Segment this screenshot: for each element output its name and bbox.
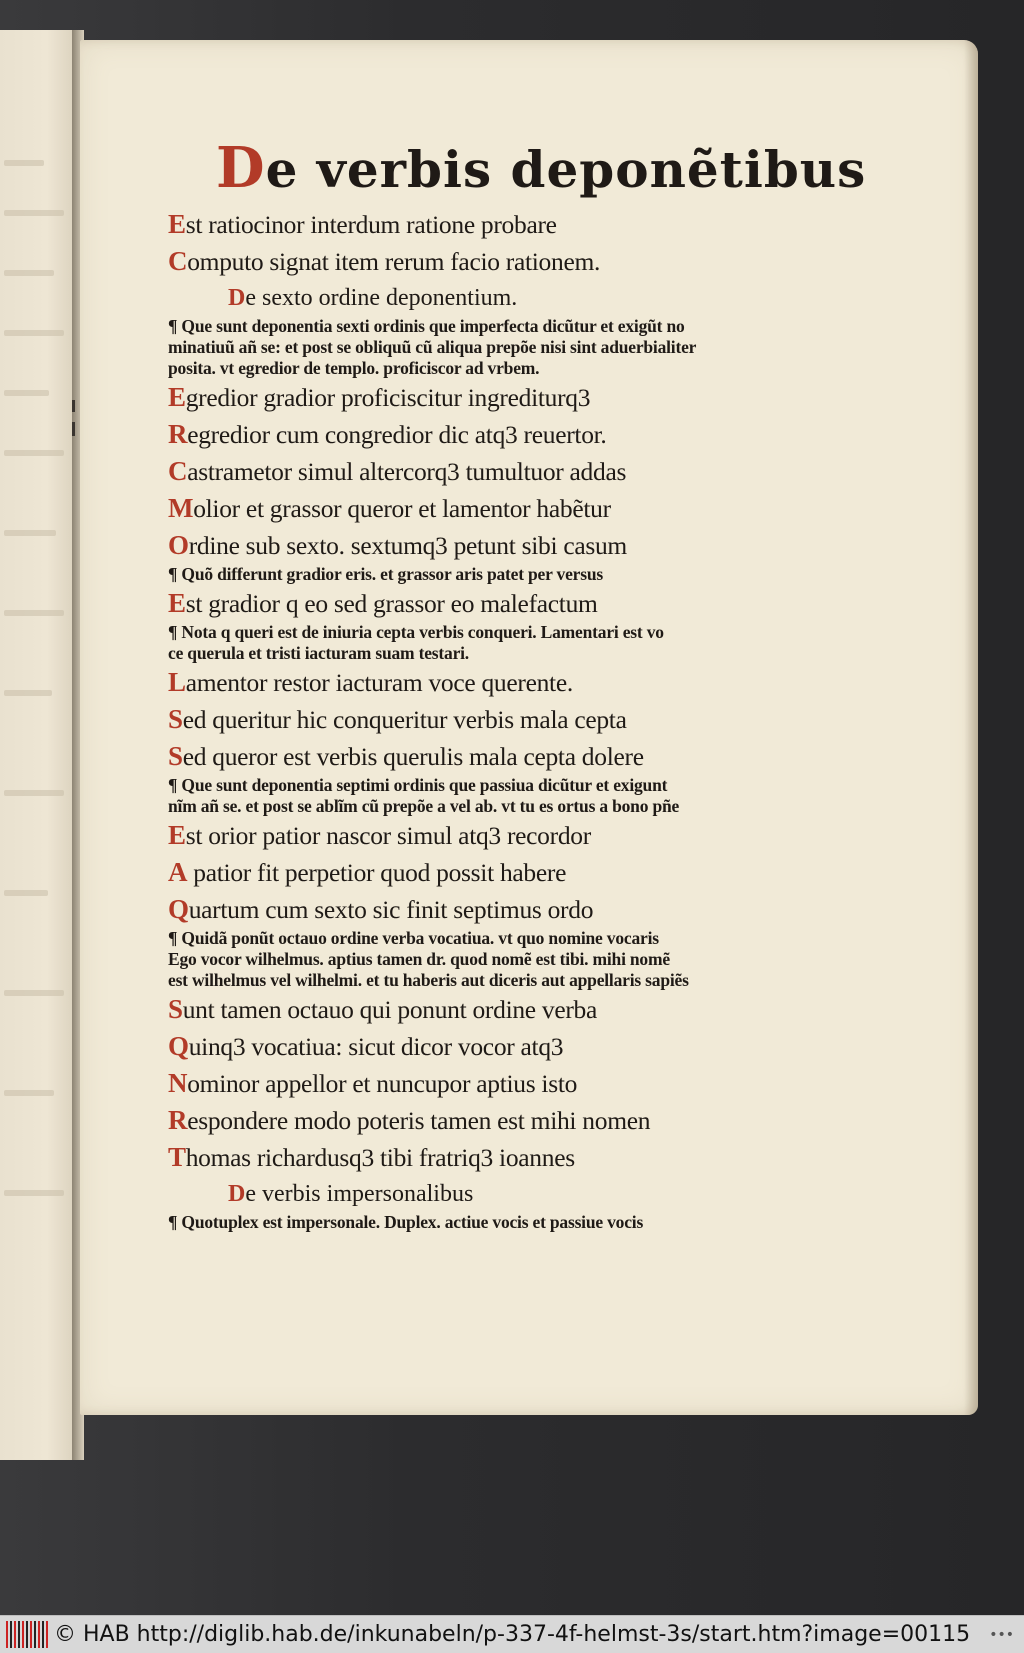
- title-initial: D: [216, 135, 266, 201]
- title-text: e verbis deponẽtibus: [265, 140, 867, 199]
- rubricated-initial: O: [168, 530, 189, 560]
- verse-line: [168, 738, 828, 775]
- verse-text: omputo signat item rerum facio rationem.: [187, 247, 601, 276]
- previous-page-edge: [0, 30, 80, 1460]
- rubricated-initial: S: [168, 994, 183, 1024]
- rubricated-initial: T: [168, 1142, 186, 1172]
- rubricated-initial: R: [168, 1105, 188, 1135]
- rubricated-initial: D: [228, 1181, 246, 1207]
- verse-text: egredior cum congredior dic atq3 reuertor.: [187, 420, 607, 449]
- verse-text: uinq3 vocatiua: sicut dicor vocor atq3: [188, 1032, 564, 1061]
- commentary-line: ¶ Quotuplex est impersonale. Duplex. actiue vocis et passiue vocis: [168, 1212, 644, 1232]
- section-heading: [228, 280, 828, 316]
- verse-text: amentor restor iacturam voce querente.: [185, 668, 573, 697]
- verse-text: ed queritur hic conqueritur verbis mala cepta: [182, 705, 627, 734]
- verse-text: rdine sub sexto. sextumq3 petunt sibi casum: [188, 531, 627, 560]
- commentary-line: nĩm añ se. et post se ablĩm cũ prepõe a vel ab. vt tu es ortus a bono pñe: [168, 796, 680, 816]
- rubricated-initial: C: [168, 456, 188, 486]
- commentary-line: ¶ Nota q queri est de iniuria cepta verbis conqueri. Lamentari est vo: [168, 622, 664, 642]
- rubricated-initial: N: [168, 1068, 188, 1098]
- commentary-line: est wilhelmus vel wilhelmi. et tu haberis aut diceris aut appellaris sapiẽs: [168, 970, 689, 990]
- verse-line: [168, 1139, 828, 1176]
- commentary-line: ¶ Que sunt deponentia septimi ordinis que passiua dicũtur et exigunt: [168, 775, 668, 795]
- verse-text: espondere modo poteris tamen est mihi nomen: [187, 1106, 651, 1135]
- commentary-line: ¶ Quidã ponũt octauo ordine verba vocatiua. vt quo nomine vocaris: [168, 928, 659, 948]
- rubricated-initial: S: [168, 741, 183, 771]
- verse-line: [168, 527, 828, 564]
- commentary-line: ¶ Quõ differunt gradior eris. et grassor aris patet per versus: [168, 564, 603, 584]
- source-footer: [0, 1615, 1024, 1653]
- verse-text: homas richardusq3 tibi fratriq3 ioannes: [185, 1143, 575, 1172]
- commentary-line: ce querula et tristi iacturam suam testari.: [168, 643, 469, 663]
- section-heading: [228, 1176, 828, 1212]
- verse-text: st orior patior nascor simul atq3 recordor: [185, 821, 591, 850]
- verse-line: [168, 817, 828, 854]
- page-title: [216, 135, 867, 201]
- rubricated-initial: S: [168, 704, 183, 734]
- margin-mark: [72, 400, 75, 412]
- rubricated-initial: Q: [168, 894, 189, 924]
- rubricated-initial: E: [168, 820, 186, 850]
- hab-barcode-logo-icon: [6, 1621, 48, 1648]
- verse-line: [168, 379, 828, 416]
- commentary-line: ¶ Que sunt deponentia sexti ordinis que imperfecta dicũtur et exigũt no: [168, 316, 685, 336]
- verse-line: [168, 991, 828, 1028]
- commentary-line: Ego vocor wilhelmus. aptius tamen dr. quod nomẽ est tibi. mihi nomẽ: [168, 949, 670, 969]
- rubricated-initial: R: [168, 419, 188, 449]
- rubricated-initial: C: [168, 246, 188, 276]
- heading-text: e verbis impersonalibus: [245, 1181, 474, 1207]
- verse-text: st ratiocinor interdum ratione probare: [185, 210, 557, 239]
- heading-text: e sexto ordine deponentium.: [245, 285, 518, 311]
- verse-text: olior et grassor queror et lamentor habẽtur: [193, 494, 611, 523]
- verse-line: [168, 585, 828, 622]
- verse-text: astrametor simul altercorq3 tumultuor addas: [187, 457, 627, 486]
- page-text: [168, 135, 867, 1233]
- commentary-line: posita. vt egredior de templo. proficiscor ad vrbem.: [168, 358, 540, 378]
- rubricated-initial: E: [168, 588, 186, 618]
- verse-line: [168, 206, 828, 243]
- verse-text: ominor appellor et nuncupor aptius isto: [187, 1069, 578, 1098]
- ellipsis-icon[interactable]: •••: [989, 1626, 1014, 1643]
- rubricated-initial: Q: [168, 1031, 189, 1061]
- verse-line: [168, 243, 828, 280]
- verse-text: patior fit perpetior quod possit habere: [187, 858, 567, 887]
- verse-line: [168, 1065, 828, 1102]
- verse-text: gredior gradior proficiscitur ingrediturq3: [185, 383, 591, 412]
- text-lines: [168, 206, 828, 1233]
- verse-line: [168, 664, 828, 701]
- copyright-url[interactable]: © HAB http://diglib.hab.de/inkunabeln/p-337-4f-helmst-3s/start.htm?image=00115: [54, 1622, 971, 1647]
- commentary-line: minatiuũ añ se: et post se obliquũ cũ aliqua prepõe nisi sint aduerbialiter: [168, 337, 697, 357]
- rubricated-initial: M: [168, 493, 194, 523]
- rubricated-initial: L: [168, 667, 186, 697]
- verse-text: uartum cum sexto sic finit septimus ordo: [188, 895, 594, 924]
- verse-text: st gradior q eo sed grassor eo malefactum: [185, 589, 598, 618]
- verse-line: [168, 1028, 828, 1065]
- verse-line: [168, 1102, 828, 1139]
- verse-text: ed queror est verbis querulis mala cepta dolere: [182, 742, 644, 771]
- verse-line: [168, 453, 828, 490]
- verse-line: [168, 854, 828, 891]
- verse-line: [168, 701, 828, 738]
- verse-line: [168, 416, 828, 453]
- margin-mark: [72, 422, 75, 436]
- verse-line: [168, 891, 828, 928]
- rubricated-initial: A: [168, 857, 188, 887]
- verse-text: unt tamen octauo qui ponunt ordine verba: [182, 995, 598, 1024]
- rubricated-initial: D: [228, 285, 246, 311]
- verse-line: [168, 490, 828, 527]
- rubricated-initial: E: [168, 382, 186, 412]
- rubricated-initial: E: [168, 209, 186, 239]
